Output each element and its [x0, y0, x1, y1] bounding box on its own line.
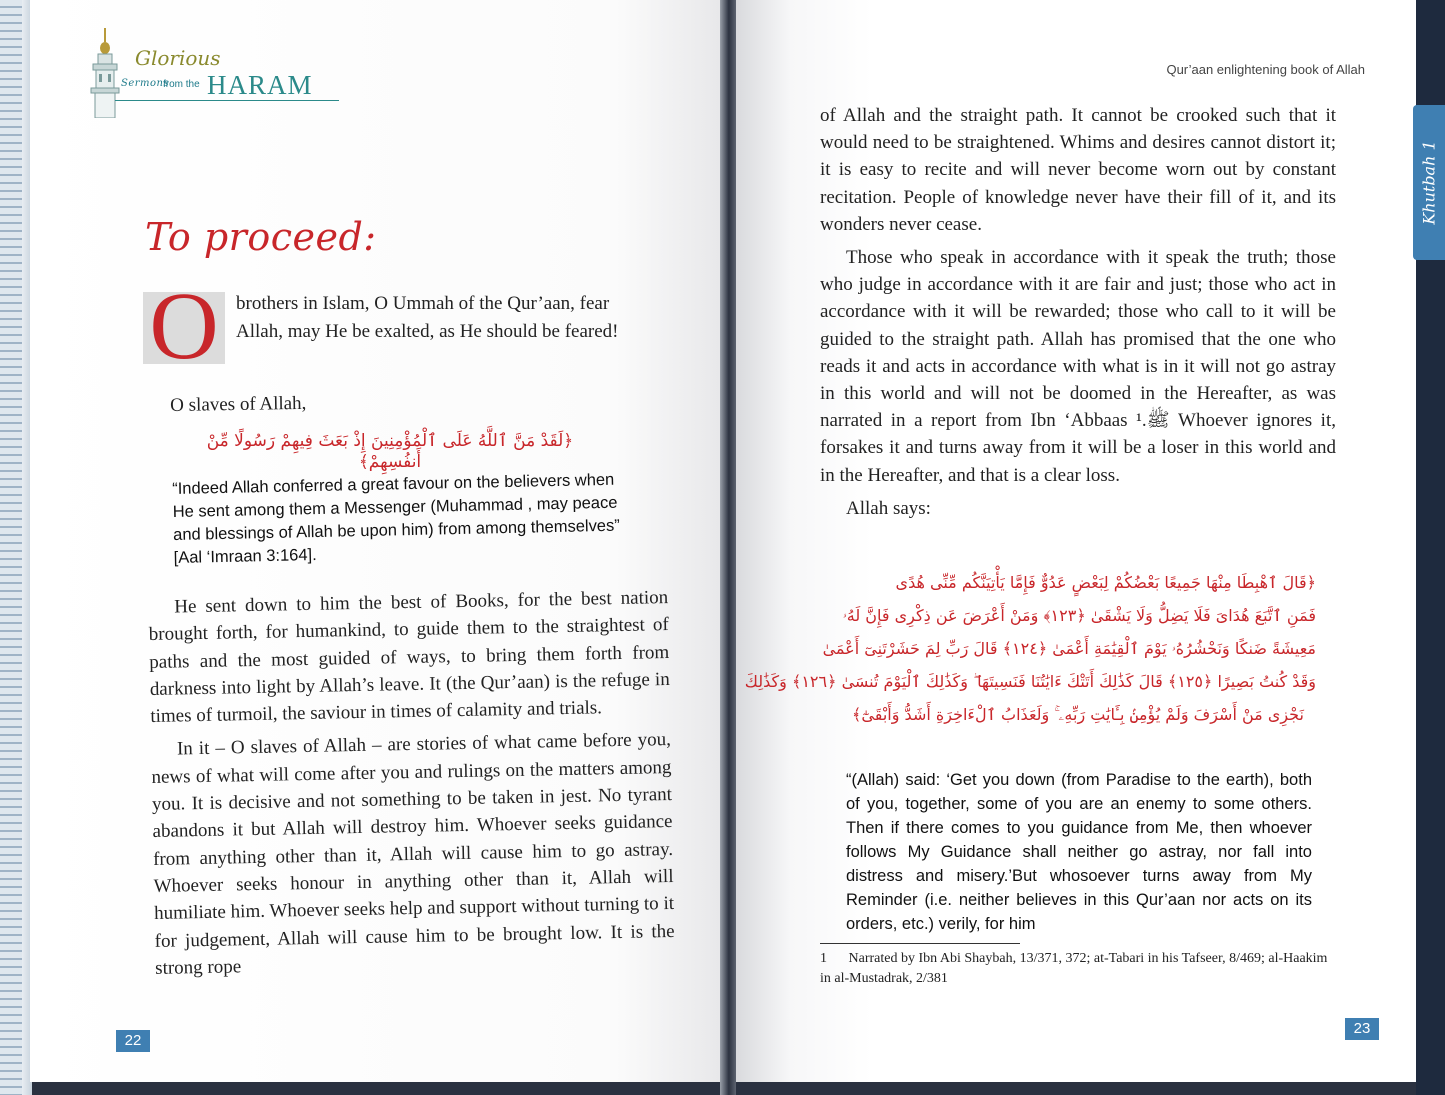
footnote-rule [820, 943, 1020, 944]
arabic-verse-left: ﴿لَقَدْ مَنَّ ٱللَّهُ عَلَى ٱلْمُؤْمِنِينَ إِذْ بَعَثَ فِيهِمْ رَسُولًا مِّنْ أَنفُسِهِمْ﴾ [206, 431, 574, 472]
page-number-right: 23 [1345, 1018, 1379, 1040]
address-line: O slaves of Allah, [170, 392, 307, 416]
page-number-left: 22 [116, 1030, 150, 1052]
logo-glorious: Glorious [135, 46, 221, 70]
footnote-number: 1 [820, 951, 827, 966]
allah-says: Allah says: [846, 497, 931, 519]
book-logo [55, 28, 355, 118]
arabic-verses-right [744, 566, 1316, 731]
right-paragraph-1: of Allah and the straight path. It cannot be crooked such that it would need to be straightened. Whims and desires cannot distort it; it is easy to recite and will never become worn out by constant recitation. People of knowledge never have their fill of it, and its wonders never cease. [820, 105, 1336, 235]
arabic-line: نَجْزِى مَنْ أَسْرَفَ وَلَمْ يُؤْمِنۢ بِـَٔايَٰتِ رَبِّهِۦ ۚ وَلَعَذَابُ ٱلْءَاخِرَةِ أَشَدُّ وَأَبْقَىٰٓ﴾ [852, 705, 1304, 724]
section-heading: To proceed: [145, 215, 377, 259]
logo-rule [115, 100, 339, 101]
arabic-line: ﴿قَالَ ٱهْبِطَا مِنْهَا جَمِيعًا بَعْضُكُمْ لِبَعْضٍ عَدُوٌّ فَإِمَّا يَأْتِيَنَّكُم مِّنِّى هُدًى [895, 573, 1316, 592]
arabic-line: وَقَدْ كُنتُ بَصِيرًا ﴿١٢٥﴾ قَالَ كَذَٰلِكَ أَتَتْكَ ءَايَٰتُنَا فَنَسِيتَهَا ۖ وَكَذَٰلِكَ ٱلْيَوْمَ تُنسَىٰ ﴿١٢٦﴾ وَكَذَٰلِكَ [744, 672, 1316, 691]
running-head: Qur’aan enlightening book of Allah [1166, 62, 1365, 77]
left-body [148, 584, 675, 988]
intro-text: brothers in Islam, O Ummah of the Qur’aan, fear Allah, may He be exalted, as He should be feared! [236, 293, 619, 342]
footnote-text: Narrated by Ibn Abi Shaybah, 13/371, 372; at-Tabari in his Tafseer, 8/469; al-Haakim in al-Mustadrak, 2/381 [820, 951, 1328, 986]
khutbah-side-tab-label: Khutbah 1 [1419, 140, 1439, 225]
minaret-icon [85, 28, 125, 118]
arabic-line: مَعِيشَةً ضَنكًا وَنَحْشُرُهُۥ يَوْمَ ٱلْقِيَٰمَةِ أَعْمَىٰ ﴿١٢٤﴾ قَالَ رَبِّ لِمَ حَشَرْتَنِىٓ أَعْمَىٰ [822, 639, 1316, 658]
left-paragraph-1: He sent down to him the best of Books, for the best nation brought forth, for humankind, to guide them to the straightest of paths and the most guided of ways, to bring them forth from darkness into light by Allah’s leave. It (the Qur’aan) is the refuge in times of turmoil, the saviour in times of calamity and trials. [148, 587, 670, 728]
arabic-line: فَمَنِ ٱتَّبَعَ هُدَاىَ فَلَا يَضِلُّ وَلَا يَشْقَىٰ ﴿١٢٣﴾ وَمَنْ أَعْرَضَ عَن ذِكْرِى فَإِنَّ لَهُۥ [842, 606, 1316, 625]
khutbah-side-tab [1413, 105, 1445, 260]
left-paragraph-2: In it – O slaves of Allah – are stories of what came before you, news of what will come after you and rulings on the matters among you. It is decisive and not something to be taken in jest. No tyrant abandons it but Allah will destroy him. Whoever seeks guidance from anything other than it, Allah will cause him to go astray. Whoever seeks honour in anything other than it, Allah will humiliate him. Whoever seeks help and support without turning to it for judgement, Allah will cause him to be brought low. It is the strong rope [151, 729, 675, 979]
book-gutter [720, 0, 736, 1095]
logo-from-the: from the [163, 79, 200, 90]
dropcap: O [149, 272, 219, 379]
book-edge-left [0, 0, 22, 1095]
verse-translation-right: “(Allah) said: ‘Get you down (from Paradise to the earth), both of you, together, some of you are an enemy to some others. Then if there comes to you guidance from Me, then whoever follows My Guidance shall neither go astray, nor fall into distress and misery.’But whosoever turns away from My Reminder (i.e. neither believes in this Qur’aan nor acts on its orders, etc.) verily, for him [846, 771, 1312, 933]
logo-sermons: Sermons [121, 78, 170, 89]
right-paragraph-2: Those who speak in accordance with it speak the truth; those who judge in accordance with it are fair and just; those who act in accordance with it will be rewarded; those who call to it will be guided to the straight path. Allah has promised that the one who reads it and acts in accordance with what is in it will not go astray in this world and will not be doomed in the Hereafter, as was narrated in a report from Ibn ‘Abbaas ﷺ.¹ Whoever ignores it, forsakes it and turns away from it will be a loser in this world and in the Hereafter, and that is a clear loss. [820, 247, 1336, 486]
logo-haram: HARAM [207, 70, 313, 100]
right-body [820, 102, 1336, 528]
verse-translation-left: “Indeed Allah conferred a great favour on the believers when He sent among them a Messenger (Muhammad , may peace and blessings of Allah be upon him) from among themselves” [Aal ‘Imraan 3:164]. [172, 470, 620, 567]
footnote [820, 949, 1336, 989]
